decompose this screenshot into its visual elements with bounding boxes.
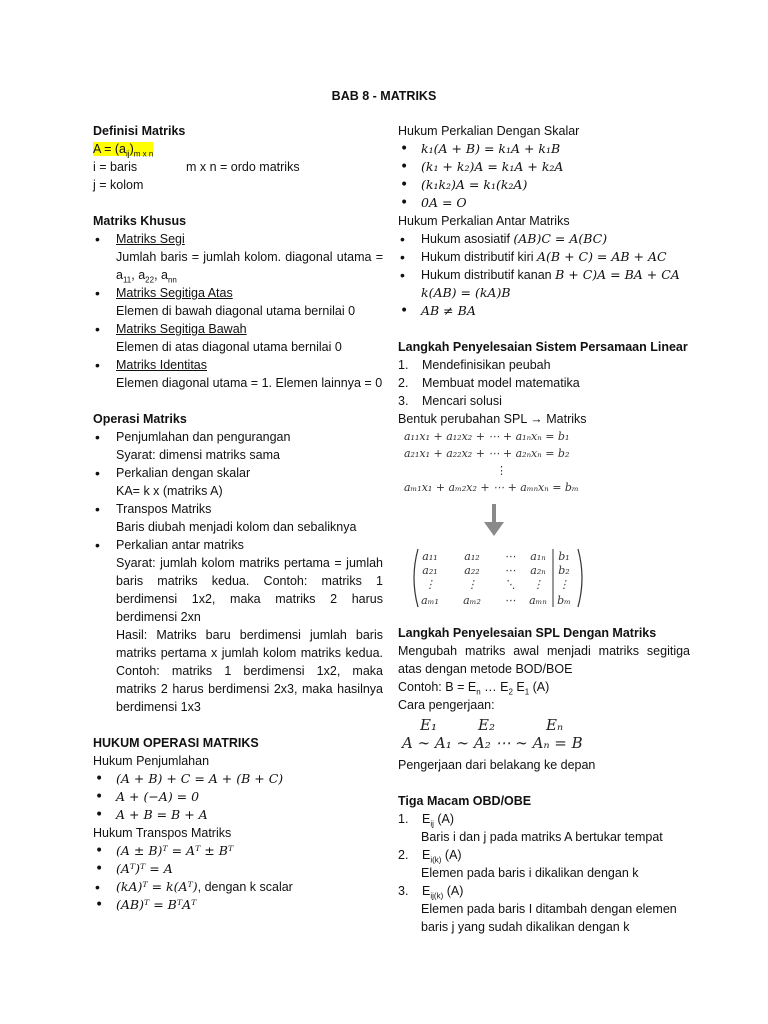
matrix-cell: a₁ₙ [530,550,546,563]
matrix-bracket [414,549,418,607]
o1-post: (A) [433,812,455,826]
step2 [398,374,690,392]
step-number: 3. [398,394,409,408]
list-item [93,284,383,302]
step-number: 2. [398,376,409,390]
matrix-cell: b₂ [558,564,570,577]
penjumlahan-title: Hukum Penjumlahan [93,754,210,768]
matrix-bracket [578,549,582,607]
tr3-line [93,878,383,896]
pj3: • A + B = B + A [93,806,383,824]
pengerjaan-text: Pengerjaan dari belakang ke depan [398,758,596,772]
contoh-mid2: E [512,680,525,694]
step-number: 1. [398,812,409,826]
eq-dots: ⋮ [496,464,507,477]
obe-2 [398,846,690,864]
eq1: a₁₁x₁ + a₁₂x₂ + ⋯ + a₁ₙxₙ = b₁ [404,430,570,443]
o3-post: (A) [443,884,464,898]
elimination-chain [398,716,690,756]
contoh-line [398,678,690,696]
eq2: a₂₁x₁ + a₂₂x₂ + ⋯ + a₂ₙxₙ = b₂ [404,447,570,460]
chain-label: Eₙ [546,716,564,734]
ordo-text: m x n = ordo matriks [186,160,300,174]
segitiga-atas-title: Matriks Segitiga Atas [116,286,233,300]
step-number: 1. [398,358,409,372]
chain-label: E₂ [478,716,495,734]
pj1: • (A + B) + C = A + (B + C) [93,770,383,788]
notation-text: A = (a [93,142,127,156]
chain-labels [398,716,690,734]
a3-line [398,266,690,284]
contoh-sub1: n [476,687,481,697]
definisi-heading: Definisi Matriks [93,124,186,138]
baris-text: i = baris [93,160,138,174]
matrix-cell: a₂₂ [464,564,480,577]
chain-label: E₁ [420,716,437,734]
item3-desc: Baris diubah menjadi kolom dan sebaliknya [116,520,357,534]
matrix-cell: aₘₙ [529,594,547,607]
matrix-cell: ⋮ [532,578,544,591]
item4-syarat: Syarat: jumlah kolom matriks pertama = jumlah baris matriks kedua. Contoh: matriks 1 berdimensi 1x2, maka matriks 2 harus berdimensi 2xn [116,556,383,624]
a4: • AB ≠ BA [398,302,690,320]
matrix-notation [93,140,383,158]
matrix-cell: a₂₁ [422,564,438,577]
segi-mid: , a [131,268,146,282]
matrix-cell: ⋯ [504,594,516,607]
o2-post: (A) [441,848,462,862]
step-number: 2. [398,848,409,862]
tr2: • (Aᵀ)ᵀ = A [93,860,383,878]
matrix-cell: b₁ [558,550,570,563]
o1-pre: E [422,812,431,826]
contoh-end: (A) [529,680,550,694]
transpos-title: Hukum Transpos Matriks [93,826,232,840]
spl-figure [398,428,690,610]
left-column [93,122,383,914]
list-item: • Perkalian antar matriks [93,536,383,554]
matrix-cell: a₂ₙ [530,564,546,577]
step1-text: Mendefinisikan peubah [422,358,551,372]
tr4: • (AB)ᵀ = BᵀAᵀ [93,896,383,914]
item1-desc: Syarat: dimensi matriks sama [116,448,280,462]
a2-math: A(B + C) = AB + AC [537,249,667,264]
o2-sub: i(k) [430,855,442,865]
kolom-line: j = kolom [93,178,144,192]
segitiga-atas-desc: Elemen di bawah diagonal utama bernilai 0 [116,304,356,318]
eq3: aₘ₁x₁ + aₘ₂x₂ + ⋯ + aₘₙxₙ = bₘ [404,481,579,494]
spl-matriks-desc: Mengubah matriks awal menjadi matriks segitiga atas dengan metode BOD/BOE [398,644,690,676]
contoh-sub2: 2 [508,687,513,697]
segi-sub3: nn [167,275,177,285]
a1-text: Hukum asosiatif [421,232,514,246]
antar-heading: Hukum Perkalian Antar Matriks [398,214,570,228]
matrix-cell: ⋮ [466,578,478,591]
contoh-sub3: 1 [524,687,530,697]
segi-title: Matriks Segi [116,232,185,246]
matrix-cell: aₘ₂ [463,594,481,607]
matrix-cell: a₁₁ [422,550,438,563]
a1-line [398,230,690,248]
list-item: • Penjumlahan dan pengurangan [93,428,383,446]
tr3-note: , dengan k scalar [197,880,293,894]
segi-desc-text: Jumlah baris = jumlah kolom. diagonal utama = a [116,250,383,282]
cara-text: Cara pengerjaan: [398,698,495,712]
matrix-cell: ⋯ [504,564,516,577]
o3-desc: Elemen pada baris I ditambah dengan elemen baris j yang sudah dikalikan dengan k [421,902,677,934]
right-column [398,122,690,936]
matrix-cell: ⋱ [504,578,516,591]
a3-text: Hukum distributif kanan [421,268,556,282]
down-arrow-icon [398,496,690,546]
a1-math: (AB)C = A(BC) [513,231,608,246]
o1-sub: ij [430,819,434,829]
augmented-matrix [398,546,690,610]
spl-heading: Langkah Penyelesaian Sistem Persamaan Linear [398,340,688,354]
item4-hasil: Hasil: Matriks baru berdimensi jumlah baris matriks pertama x jumlah kolom matriks kedua. Contoh: matriks 1 berdimensi 1x2, maka matriks 2 harus berdimensi 2x3, maka hasilnya berdimensi 1x3 [116,628,383,714]
tr3: (kA)ᵀ = k(Aᵀ) [116,879,198,894]
list-item [93,356,383,374]
notation-sub2: m x n [133,149,154,159]
notation-close: ) [129,142,134,156]
step-number: 3. [398,884,409,898]
skalar-heading: Hukum Perkalian Dengan Skalar [398,124,580,138]
segi-sub1: 11 [122,275,132,285]
list-item: • Perkalian dengan skalar [93,464,383,482]
tr1: • (A ± B)ᵀ = Aᵀ ± Bᵀ [93,842,383,860]
segi-mid2: , a [154,268,168,282]
obe-heading: Tiga Macam OBD/OBE [398,794,532,808]
segi-sub2: 22 [145,275,155,285]
a3-math: B + C)A = BA + CA [555,267,680,282]
a2-text: Hukum distributif kiri [421,250,537,264]
bentuk-text: Bentuk perubahan SPL → Matriks [398,412,587,426]
matrix-cell: bₘ [557,594,571,607]
khusus-heading: Matriks Khusus [93,214,187,228]
contoh-pre: Contoh: B = E [398,680,477,694]
o1-desc: Baris i dan j pada matriks A bertukar tempat [421,830,663,844]
identitas-desc: Elemen diagonal utama = 1. Elemen lainnya = 0 [116,376,383,390]
matrix-cell: ⋮ [558,578,570,591]
step3 [398,392,690,410]
a3-cont: k(AB) = (kA)B [421,285,511,300]
o2-pre: E [422,848,431,862]
contoh-mid: … E [480,680,509,694]
s2: • (k₁ + k₂)A = k₁A + k₂A [398,158,690,176]
matrix-cell: aₘ₁ [421,594,439,607]
operasi-heading: Operasi Matriks [93,412,187,426]
spl-matriks-heading: Langkah Penyelesaian SPL Dengan Matriks [398,626,657,640]
matrix-cell: ⋮ [424,578,436,591]
o3-sub: ij(k) [430,891,444,901]
o3-pre: E [422,884,431,898]
page-title: BAB 8 - MATRIKS [331,89,437,103]
list-item [93,230,383,248]
step1 [398,356,690,374]
hukum-heading: HUKUM OPERASI MATRIKS [93,736,259,750]
a2-line [398,248,690,266]
s1: • k₁(A + B) = k₁A + k₁B [398,140,690,158]
augmented-matrix-svg [398,546,598,610]
list-item [93,320,383,338]
chain-expression: A ∼ A₁ ∼ A₂ ⋯ ∼ Aₙ = B [402,734,583,752]
matrix-cell: a₁₂ [464,550,480,563]
baris-line [93,158,383,176]
pj2: • A + (−A) = 0 [93,788,383,806]
s3: • (k₁k₂)A = k₁(k₂A) [398,176,690,194]
step2-text: Membuat model matematika [422,376,580,390]
item2-desc: KA= k x (matriks A) [116,484,223,498]
identitas-title: Matriks Identitas [116,358,208,372]
o2-desc: Elemen pada baris i dikalikan dengan k [421,866,639,880]
equation-system [398,428,690,496]
s4: • 0A = O [398,194,690,212]
step3-text: Mencari solusi [422,394,502,408]
notation-highlight [93,142,154,159]
list-item: • Transpos Matriks [93,500,383,518]
segi-desc [93,248,383,284]
obe-3 [398,882,690,900]
segitiga-bawah-desc: Elemen di atas diagonal utama bernilai 0 [116,340,342,354]
matrix-cell: ⋯ [504,550,516,563]
segitiga-bawah-title: Matriks Segitiga Bawah [116,322,247,336]
obe-1 [398,810,690,828]
notation-sub: ij [126,149,130,159]
